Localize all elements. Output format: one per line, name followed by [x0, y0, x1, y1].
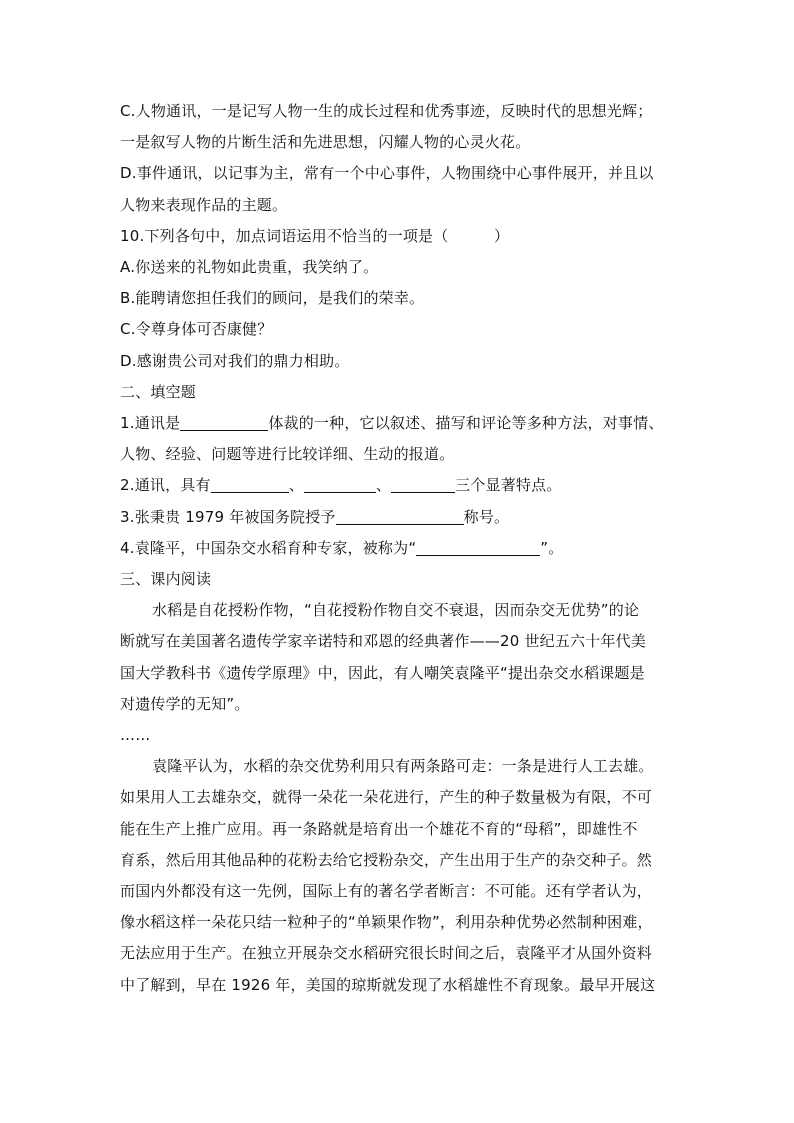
- fill-q2-text-2: 三个显著特点。: [455, 476, 562, 495]
- reading-p2-line-1: 袁隆平认为，水稻的杂交优势利用只有两条路可走：一条是进行人工去雄。: [152, 757, 654, 776]
- reading-p2-line-7: 无法应用于生产。在独立开展杂交水稻研究很长时间之后，袁隆平才从国外资料: [120, 944, 653, 963]
- fill-question-1-line-2: 人物、经验、问题等进行比较详细、生动的报道。: [120, 445, 455, 464]
- fill-q3-blank[interactable]: [336, 507, 464, 525]
- reading-p2-line-4: 育系，然后用其他品种的花粉去给它授粉杂交，产生出用于生产的杂交种子。然: [120, 850, 653, 869]
- fill-q3-text-1: 3.张秉贵 1979 年被国务院授予: [120, 507, 336, 526]
- fill-q4-blank[interactable]: [416, 538, 540, 556]
- fill-question-2: [120, 470, 686, 501]
- reading-ellipsis: ……: [120, 726, 151, 745]
- reading-p2-line-3: 能在生产上推广应用。再一条路就是培育出一个雄花不育的“母稻”，即雄性不: [120, 819, 638, 838]
- question-10-option-a: A.你送来的礼物如此贵重，我笑纳了。: [120, 258, 379, 277]
- fill-question-3: [120, 502, 686, 533]
- fill-q2-blank-3[interactable]: [391, 475, 455, 493]
- fill-question-1: [120, 408, 686, 439]
- reading-p1-line-3: 国大学教科书《遗传学原理》中，因此，有人嘲笑袁隆平“提出杂交水稻课题是: [120, 663, 645, 682]
- reading-p1-line-1: 水稻是自花授粉作物，“自花授粉作物自交不衰退，因而杂交无优势”的论: [152, 601, 640, 620]
- reading-p2-line-8: 中了解到，早在 1926 年，美国的琼斯就发现了水稻雄性不育现象。最早开展这: [120, 975, 656, 994]
- fill-q2-text-1: 2.通讯，具有: [120, 476, 211, 495]
- fill-q2-blank-1[interactable]: [211, 475, 289, 493]
- question-10-stem: 10.下列各句中，加点词语运用不恰当的一项是（ ）: [120, 226, 510, 245]
- fill-q4-text-1: 4.袁隆平，中国杂交水稻育种专家，被称为“: [120, 538, 417, 557]
- reading-p2-line-2: 如果用人工去雄杂交，就得一朵花一朵花进行，产生的种子数量极为有限，不可: [120, 788, 653, 807]
- option-d-line-1: D.事件通讯，以记事为主，常有一个中心事件，人物围绕中心事件展开，并且以: [120, 164, 654, 183]
- fill-q2-sep-2: 、: [375, 476, 392, 495]
- fill-q4-text-2: ”。: [540, 538, 564, 557]
- section-heading-fill: 二、填空题: [120, 382, 197, 401]
- fill-question-4: [120, 533, 686, 564]
- reading-p1-line-4: 对遗传学的无知”。: [120, 694, 250, 713]
- reading-p2-line-5: 而国内外都没有这一先例，国际上有的著名学者断言：不可能。还有学者认为，: [120, 882, 653, 901]
- option-d-line-2: 人物来表现作品的主题。: [120, 195, 288, 214]
- option-c-line-1: C.人物通讯，一是记写人物一生的成长过程和优秀事迹，反映时代的思想光辉；: [120, 102, 653, 120]
- fill-q2-blank-2[interactable]: [304, 475, 376, 493]
- reading-p1-line-2: 断就写在美国著名遗传学家辛诺特和邓恩的经典著作——20 世纪五六十年代美: [120, 632, 647, 651]
- fill-q1-blank[interactable]: [180, 413, 268, 431]
- fill-q3-text-2: 称号。: [463, 507, 510, 526]
- fill-q2-sep-1: 、: [288, 476, 304, 495]
- question-10-option-b: B.能聘请您担任我们的顾问，是我们的荣幸。: [120, 289, 425, 308]
- question-10-option-d: D.感谢贵公司对我们的鼎力相助。: [120, 351, 350, 370]
- section-heading-reading: 三、课内阅读: [120, 570, 212, 589]
- option-c-line-2: 一是叙写人物的片断生活和先进思想，闪耀人物的心灵火花。: [120, 133, 531, 152]
- fill-q1-text-1: 1.通讯是: [120, 414, 181, 433]
- reading-p2-line-6: 像水稻这样一朵花只结一粒种子的“单颖果作物”，利用杂种优势必然制种困难，: [120, 913, 653, 932]
- question-10-option-c: C.令尊身体可否康健？: [120, 320, 273, 339]
- fill-q1-text-2: 体裁的一种，它以叙述、描写和评论等多种方法，对事情、: [268, 414, 664, 433]
